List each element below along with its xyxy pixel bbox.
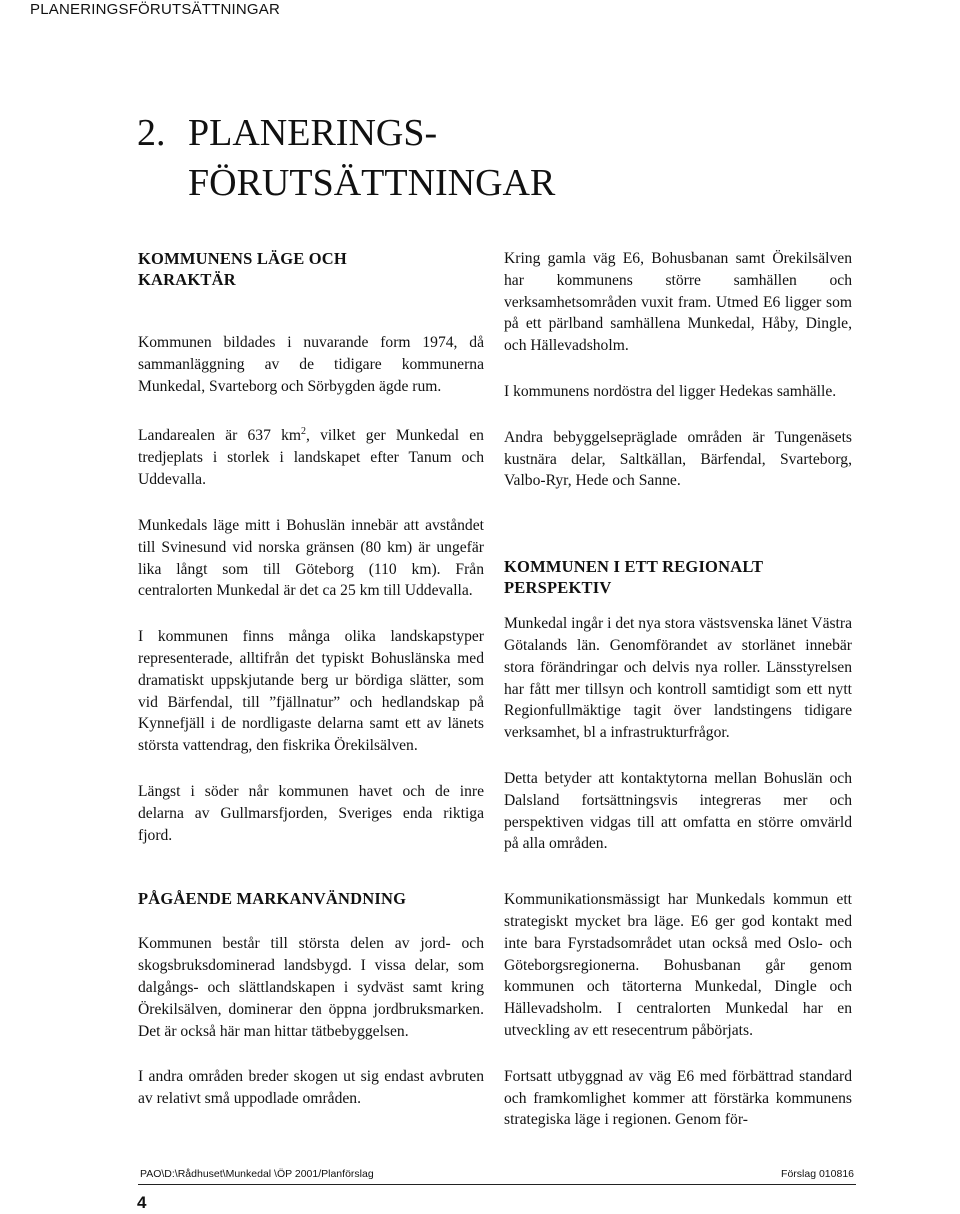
- chapter-title: [137, 108, 555, 208]
- chapter-number: 2.: [137, 112, 166, 154]
- page-number: 4: [137, 1193, 147, 1212]
- paragraph-text: , vilket ger Munkedal en tredjeplats i storlek i landskapet efter Tanum och Uddevalla.: [138, 427, 484, 489]
- chapter-title-line2: FÖRUTSÄTTNINGAR: [188, 162, 556, 204]
- paragraph: Längst i söder når kommunen havet och de inre delarna av Gullmarsfjorden, Sveriges enda riktiga fjord.: [138, 782, 484, 844]
- section-heading-kommunens-lage: [138, 248, 484, 290]
- paragraph: I kommunen finns många olika landskapstyper representerade, alltifrån det typiskt Bohuslänska med dramatiskt uppskjutande berg ur bördiga slätter, som vid Bärfendal, till ”fjällnatur” och hedlandskap på Kynnefjäll i de nordligaste delarna samt ett av länets största vattendrag, den fiskrika Örekilsälven.: [138, 628, 484, 755]
- paragraph: Kommunikationsmässigt har Munkedals kommun ett strategiskt mycket bra läge. E6 ger god kontakt med inte bara Fyrstadsområdet utan också med Oslo- och Göteborgsregionerna. Bohusbanan går genom kommunen och tätorterna Munkedal, Dingle och Hällevadsholm. I centralorten Munkedal har en utveckling av ett resecentrum påbörjats.: [504, 891, 852, 1039]
- paragraph: Munkedals läge mitt i Bohuslän innebär att avståndet till Svinesund vid norska gränsen (80 km) är ungefär lika långt som till Göteborg (110 km). Från centralorten Munkedal är det ca 25 km till Uddevalla.: [138, 516, 484, 600]
- heading-line: PERSPEKTIV: [504, 578, 612, 598]
- running-header: PLANERINGSFÖRUTSÄTTNINGAR: [30, 1, 281, 18]
- heading-line: KOMMUNEN I ETT REGIONALT: [504, 557, 764, 577]
- paragraph: Kring gamla väg E6, Bohusbanan samt Örekilsälven har kommunens större samhällen och verksamhetsområden vuxit fram. Utmed E6 ligger som på ett pärlband samhällena Munkedal, Håby, Dingle, och Hällevadsholm.: [504, 250, 852, 355]
- paragraph: I kommunens nordöstra del ligger Hedekas samhälle.: [504, 382, 837, 400]
- paragraph: Munkedal ingår i det nya stora västsvenska länet Västra Götalands län. Genomförandet av storlänet innebär stora förändringar och delvis nya roller. Länsstyrelsen har fått mer tillsyn och kontroll samtidigt som ett nytt Regionfullmäktige tagit över landstingens tidigare verksamhet, bl a infrastrukturfrågor.: [504, 615, 852, 742]
- heading-line: KOMMUNENS LÄGE OCH: [138, 249, 347, 268]
- section-heading-markanvandning: PÅGÅENDE MARKANVÄNDNING: [138, 889, 407, 909]
- paragraph: Fortsatt utbyggnad av väg E6 med förbättrad standard och framkomlighet kommer att förstärka kommunens strategiska läge i regionen. Genom för-: [504, 1067, 852, 1129]
- paragraph: I andra områden breder skogen ut sig endast avbruten av relativt små uppodlade områden.: [138, 1068, 484, 1108]
- section-heading-regionalt-perspektiv: [504, 556, 852, 598]
- footer-draft-label: Förslag 010816: [781, 1168, 854, 1180]
- paragraph: Detta betyder att kontaktytorna mellan Bohuslän och Dalsland fortsättningsvis integreras mer och perspektiven vidgas till att omfatta en större omvärld på alla områden.: [504, 769, 852, 853]
- chapter-title-line1: PLANERINGS-: [188, 112, 438, 154]
- paragraph: Andra bebyggelsepräglade områden är Tungenäsets kustnära delar, Saltkällan, Bärfendal, Svarteborg, Valbo-Ryr, Hede och Sanne.: [504, 428, 852, 490]
- footer-divider: [138, 1184, 856, 1185]
- paragraph: Kommunen bildades i nuvarande form 1974, då sammanläggning av de tidigare kommunerna Munkedal, Svarteborg och Sörbygden ägde rum.: [138, 334, 484, 395]
- paragraph-text: Landarealen är 637 km: [138, 427, 302, 445]
- superscript: 2: [301, 426, 307, 438]
- right-column: [504, 248, 852, 1131]
- left-column: [138, 248, 484, 1110]
- footer-file-path: PAO\D:\Rådhuset\Munkedal \ÖP 2001/Planförslag: [140, 1168, 374, 1180]
- paragraph-landareal: [138, 421, 484, 491]
- heading-line: KARAKTÄR: [138, 270, 236, 289]
- paragraph: Kommunen består till största delen av jord- och skogsbruksdominerad landsbygd. I vissa delar, som dalgångs- och slättlandskapen i sydväst samt kring Örekilsälven, dominerar den öppna jordbruksmarken. Det är också här man hittar tätbebyggelsen.: [138, 935, 484, 1040]
